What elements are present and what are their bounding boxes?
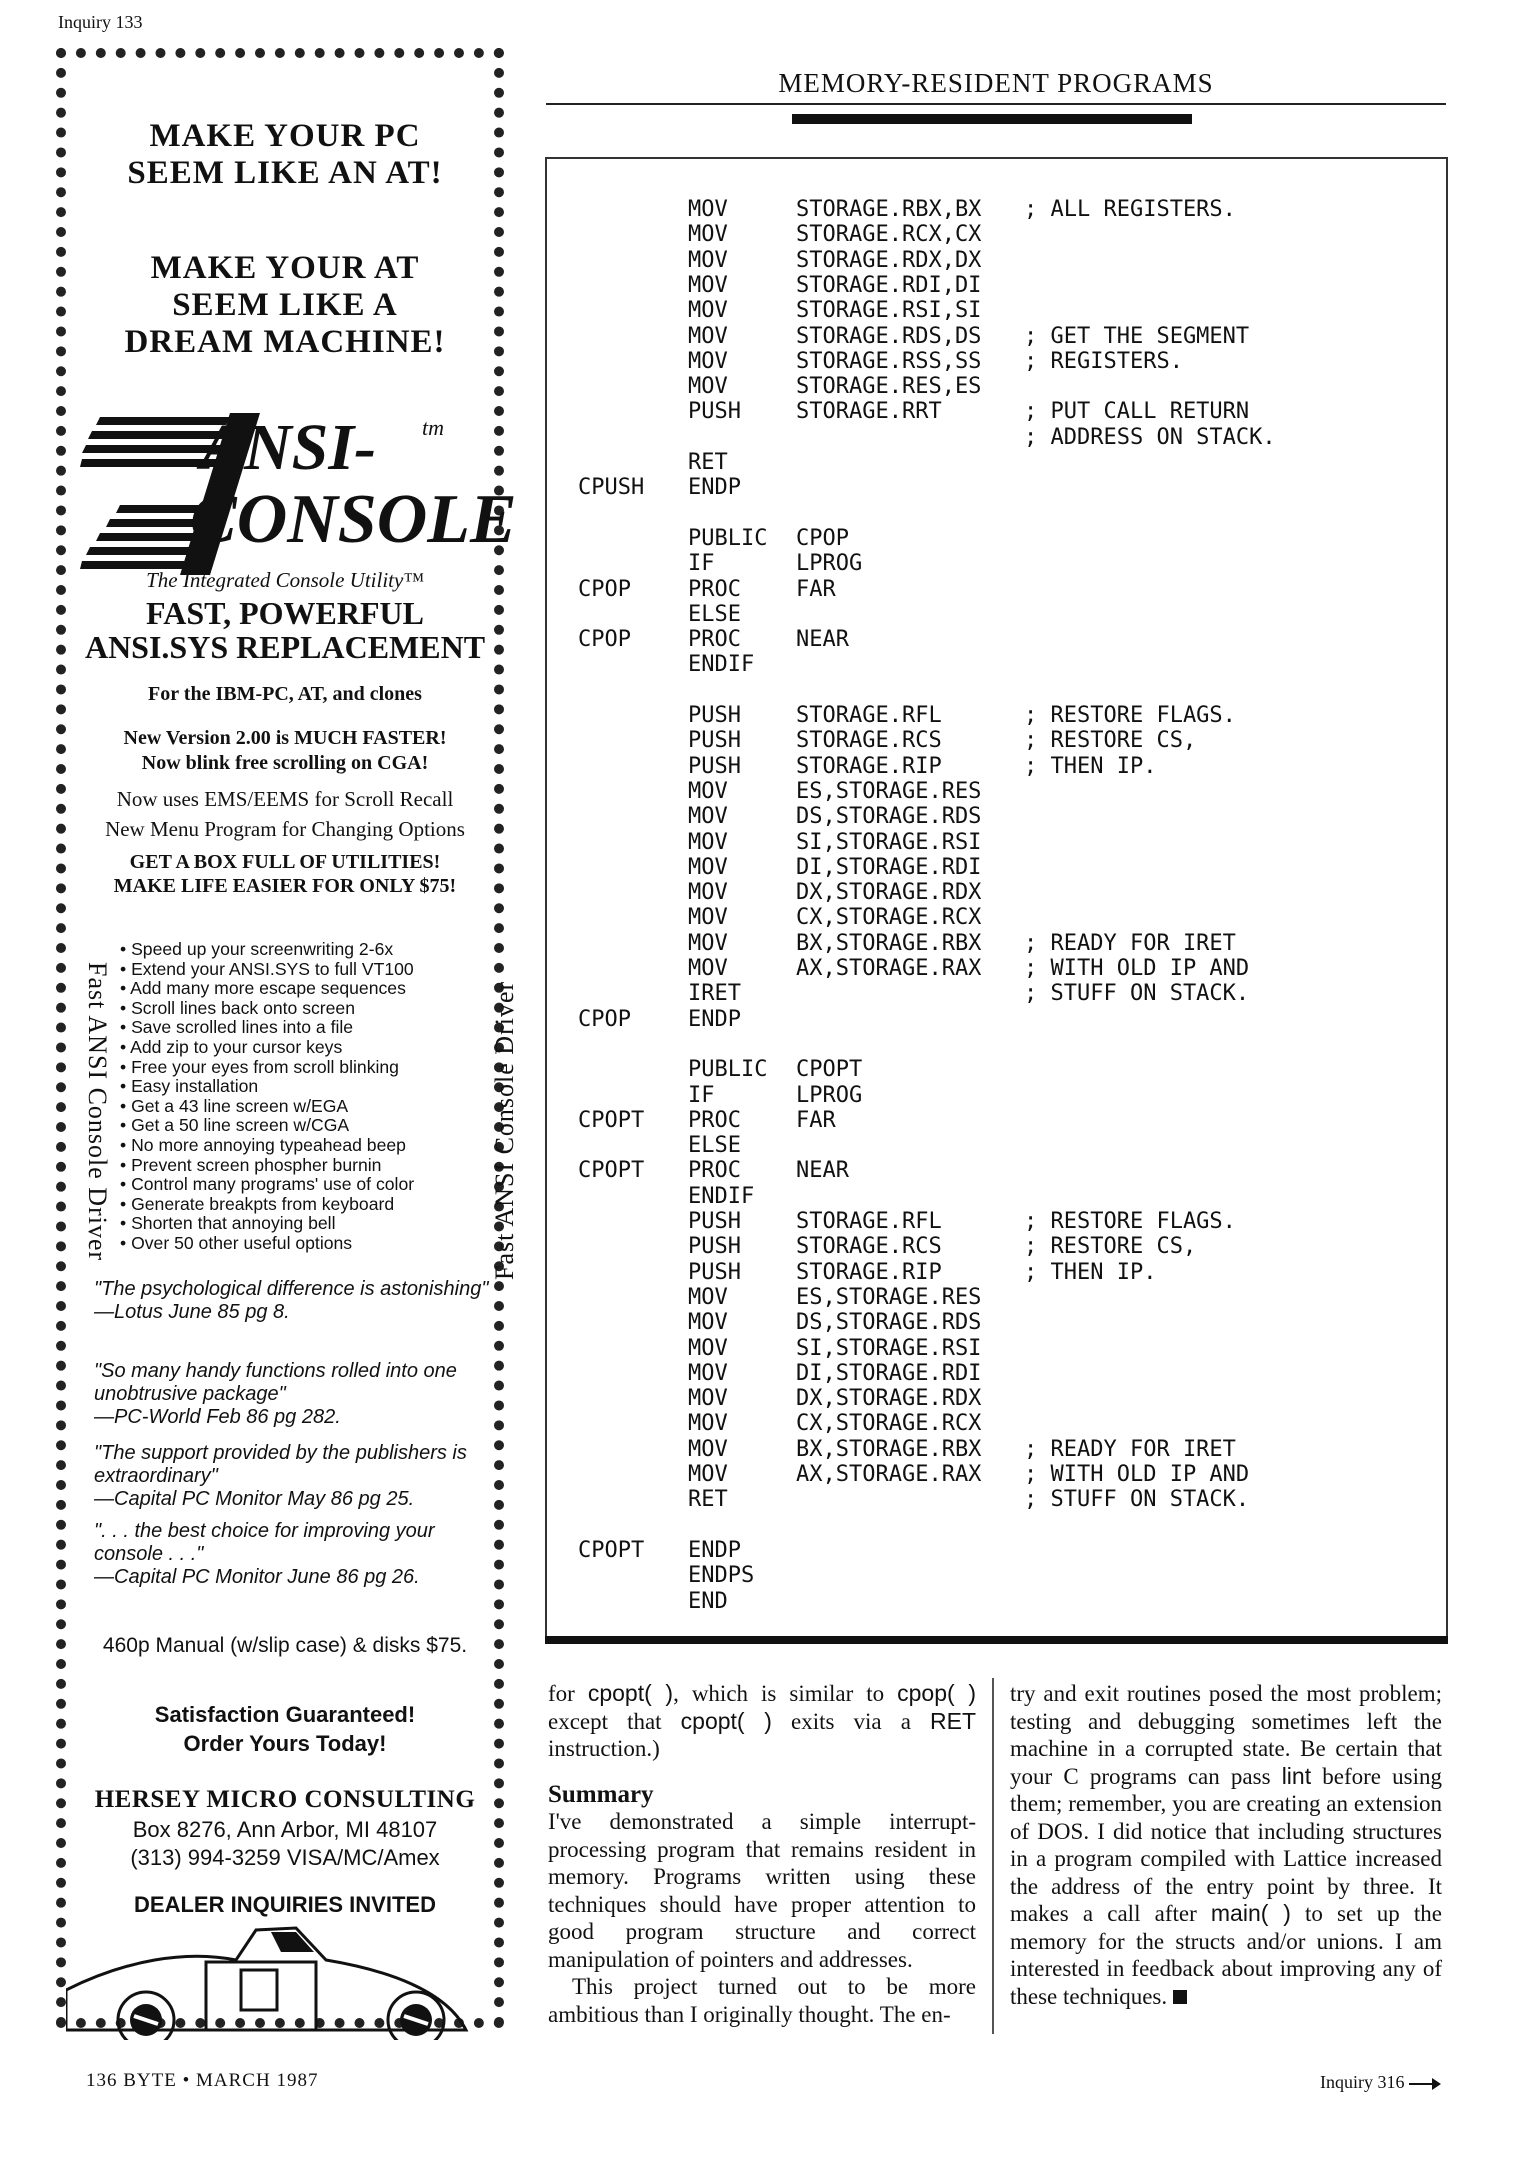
ad-feature-item: • Generate breakpts from keyboard: [120, 1195, 490, 1215]
ad-company-name: HERSEY MICRO CONSULTING: [94, 1786, 476, 1813]
quote-source: —PC-World Feb 86 pg 282.: [94, 1406, 341, 1428]
ad-version-line: Now blink free scrolling on CGA!: [141, 752, 429, 774]
code-operand: DX,STORAGE.RDX: [796, 1386, 982, 1412]
code-operand: DI,STORAGE.RDI: [796, 854, 982, 880]
section-title-bar: [792, 114, 1192, 124]
ad-feature-item: • Save scrolled lines into a file: [120, 1018, 490, 1038]
code-opcode: MOV: [688, 1436, 728, 1462]
text-span: exits via a: [771, 1708, 930, 1734]
text-span: before using them; remember, you are creating an extension of DOS. I did notice that including structures in a program compiled with Lattice increased the address of the entry point by three. It makes a call after: [1010, 1763, 1442, 1926]
code-opcode: PROC: [688, 627, 741, 653]
ad-subhead-line: FAST, POWERFUL: [146, 595, 424, 631]
text-span: try and exit routines posed the most problem; testing and debugging sometimes left the machine in a corrupted state. Be certain that your C programs can pass: [1010, 1681, 1442, 1789]
code-operand: STORAGE.RFL: [796, 1209, 942, 1234]
ad-feature-item: • Get a 50 line screen w/CGA: [120, 1116, 490, 1136]
code-opcode: MOV: [688, 323, 728, 349]
code-operand: STORAGE.RDX,DX: [796, 247, 982, 273]
ad-ems-line: Now uses EMS/EEMS for Scroll Recall: [116, 787, 454, 811]
ad-side-text-right: Fast ANSI Console Driver: [490, 980, 519, 1280]
quote-text: "The psychological difference is astonishing": [94, 1278, 489, 1300]
ad-version-line: New Version 2.00 is MUCH FASTER!: [123, 727, 447, 749]
ad-feature-item: • Over 50 other useful options: [120, 1234, 490, 1254]
code-opcode: ENDP: [688, 1006, 741, 1032]
text-span: to set up the memory for the structs and/or unions. I am interested in feedback about improving any of these techniques.: [1010, 1901, 1442, 2009]
ad-version: [80, 726, 490, 776]
code-inline: cpopt( ): [587, 1680, 674, 1706]
code-comment: ; WITH OLD IP AND: [1024, 956, 1250, 981]
code-operand: DX,STORAGE.RDX: [796, 880, 982, 906]
ad-quote: [94, 1360, 494, 1429]
code-operand: STORAGE.RSS,SS: [796, 348, 982, 374]
code-comment: ; WITH OLD IP AND: [1024, 1462, 1250, 1487]
code-opcode: ELSE: [688, 1133, 741, 1159]
code-label: CPOPT: [578, 1537, 645, 1563]
column-rule: [992, 1678, 994, 2034]
code-operand: STORAGE.RES,ES: [796, 374, 982, 400]
ad-ems: [80, 784, 490, 844]
code-operand: BX,STORAGE.RBX: [796, 1436, 982, 1462]
ad-feature-item: • No more annoying typeahead beep: [120, 1136, 490, 1156]
code-opcode: MOV: [688, 1310, 728, 1336]
code-opcode: ENDIF: [688, 652, 755, 678]
code-opcode: MOV: [688, 956, 728, 981]
code-operand: DS,STORAGE.RDS: [796, 804, 982, 830]
code-operand: STORAGE.RCX,CX: [796, 222, 982, 248]
ad-feature-item: • Add zip to your cursor keys: [120, 1038, 490, 1058]
ad-headline-1-line: SEEM LIKE AN AT!: [127, 155, 443, 191]
code-inline: cpop( ): [897, 1680, 976, 1706]
code-opcode: RET: [688, 450, 728, 475]
ad-guarantee-line: Satisfaction Guaranteed!: [154, 1702, 416, 1727]
code-comment: ; STUFF ON STACK.: [1024, 981, 1250, 1007]
ad-subhead-line: ANSI.SYS REPLACEMENT: [84, 629, 486, 665]
code-opcode: PROC: [688, 1158, 741, 1184]
ad-box-offer-line: GET A BOX FULL OF UTILITIES!: [129, 851, 441, 873]
code-inline: RET: [930, 1707, 976, 1734]
ad-feature-list: [120, 940, 490, 1254]
code-operand: FAR: [796, 1107, 836, 1133]
section-title-rule: [546, 103, 1446, 105]
code-comment: ; RESTORE FLAGS.: [1024, 1209, 1236, 1234]
ad-quote: [94, 1442, 494, 1511]
code-inline: lint: [1281, 1762, 1312, 1789]
end-of-article-mark: [1173, 1990, 1187, 2004]
code-opcode: ENDP: [688, 475, 741, 501]
section-title: MEMORY-RESIDENT PROGRAMS: [778, 68, 1214, 98]
ad-headline-1-line: MAKE YOUR PC: [149, 118, 421, 154]
ad-feature-item: • Speed up your screenwriting 2-6x: [120, 940, 490, 960]
code-opcode: PUSH: [688, 399, 741, 425]
code-operand: CX,STORAGE.RCX: [796, 1411, 982, 1437]
ad-dealer: DEALER INQUIRIES INVITED: [134, 1892, 436, 1917]
code-operand: ES,STORAGE.RES: [796, 1284, 982, 1310]
code-operand: CX,STORAGE.RCX: [796, 905, 982, 931]
code-opcode: PUBLIC: [688, 1057, 768, 1083]
code-opcode: MOV: [688, 1360, 728, 1386]
code-listing-bottom-bar: [545, 1636, 1448, 1644]
code-opcode: MOV: [688, 854, 728, 880]
ad-quote: [94, 1278, 494, 1324]
code-opcode: PUSH: [688, 1234, 741, 1260]
code-operand: DS,STORAGE.RDS: [796, 1310, 982, 1336]
ad-clones: For the IBM-PC, AT, and clones: [148, 683, 422, 705]
ad-headline-1: [80, 118, 490, 192]
code-inline: cpopt( ): [680, 1707, 772, 1734]
code-operand: STORAGE.RBX,BX: [796, 197, 982, 222]
code-opcode: ENDP: [688, 1537, 741, 1563]
code-comment: ; REGISTERS.: [1024, 348, 1183, 374]
code-opcode: ELSE: [688, 601, 741, 627]
code-operand: FAR: [796, 576, 836, 602]
ad-ems-line: New Menu Program for Changing Options: [105, 817, 465, 841]
ad-box-offer: [80, 850, 490, 898]
ad-address-line: Box 8276, Ann Arbor, MI 48107: [132, 1817, 438, 1842]
ad-headline-2-line: SEEM LIKE A: [172, 287, 398, 323]
code-operand: STORAGE.RFL: [796, 703, 942, 728]
article-column-2: [1010, 1680, 1442, 2010]
code-opcode: MOV: [688, 272, 728, 298]
code-opcode: RET: [688, 1487, 728, 1513]
code-opcode: MOV: [688, 1411, 728, 1437]
ad-manual-price: 460p Manual (w/slip case) & disks $75.: [102, 1634, 468, 1657]
ad-feature-item: • Get a 43 line screen w/EGA: [120, 1097, 490, 1117]
code-opcode: MOV: [688, 348, 728, 374]
code-operand: STORAGE.RDI,DI: [796, 272, 982, 298]
summary-paragraph-1: I've demonstrated a simple interrupt-processing program that remains resident in memory. Programs written using these techniques should have proper attention to good program structure and correct manipulation of pointers and addresses.: [548, 1809, 976, 1972]
logo-trademark: tm: [422, 415, 444, 440]
code-opcode: PUSH: [688, 703, 741, 728]
code-operand: STORAGE.RDS,DS: [796, 323, 982, 349]
code-comment: ; RESTORE CS,: [1024, 1234, 1197, 1260]
ad-guarantee: [80, 1700, 490, 1758]
code-opcode: MOV: [688, 829, 728, 855]
ad-feature-item: • Shorten that annoying bell: [120, 1214, 490, 1234]
code-opcode: PROC: [688, 576, 741, 602]
code-operand: SI,STORAGE.RSI: [796, 829, 982, 855]
code-opcode: ENDPS: [688, 1563, 755, 1589]
code-opcode: END: [688, 1588, 728, 1614]
code-opcode: MOV: [688, 197, 728, 222]
code-label: CPOP: [578, 1006, 631, 1032]
code-operand: STORAGE.RSI,SI: [796, 298, 982, 324]
code-comment: ; THEN IP.: [1024, 753, 1157, 779]
text-span: for: [548, 1681, 588, 1706]
code-operand: CPOPT: [796, 1057, 863, 1083]
code-opcode: MOV: [688, 778, 728, 804]
ad-headline-2-line: MAKE YOUR AT: [150, 250, 420, 286]
top-inquiry-label: Inquiry 133: [58, 12, 143, 32]
ad-headline-2: [80, 250, 490, 361]
code-comment: ; GET THE SEGMENT: [1024, 323, 1250, 349]
ad-feature-item: • Prevent screen phospher burnin: [120, 1156, 490, 1176]
code-opcode: PUBLIC: [688, 525, 768, 551]
code-opcode: IRET: [688, 981, 741, 1007]
code-opcode: IF: [688, 551, 715, 577]
code-opcode: MOV: [688, 247, 728, 273]
ad-feature-item: • Extend your ANSI.SYS to full VT100: [120, 960, 490, 980]
code-inline: main( ): [1210, 1900, 1291, 1926]
ad-guarantee-line: Order Yours Today!: [183, 1731, 387, 1756]
code-opcode: IF: [688, 1082, 715, 1108]
code-opcode: PUSH: [688, 1209, 741, 1234]
ad-subhead: [80, 596, 490, 664]
arrow-right-icon: [1409, 2083, 1439, 2085]
quote-text: ". . . the best choice for improving your console . . .": [94, 1520, 435, 1565]
ad-headline-2-line: DREAM MACHINE!: [124, 324, 446, 360]
code-opcode: PUSH: [688, 1259, 741, 1285]
ad-address: [80, 1816, 490, 1872]
code-comment: ; RESTORE CS,: [1024, 728, 1197, 754]
code-opcode: PROC: [688, 1107, 741, 1133]
quote-source: —Capital PC Monitor June 86 pg 26.: [94, 1566, 420, 1588]
code-label: CPOPT: [578, 1158, 645, 1184]
code-listing-box: [545, 157, 1448, 1641]
code-opcode: MOV: [688, 930, 728, 956]
ad-feature-item: • Add many more escape sequences: [120, 979, 490, 999]
code-operand: STORAGE.RCS: [796, 1234, 942, 1260]
race-car-illustration: [66, 1920, 486, 2040]
code-opcode: MOV: [688, 374, 728, 400]
code-comment: ; STUFF ON STACK.: [1024, 1487, 1250, 1513]
intro-paragraph: [548, 1680, 976, 1763]
code-opcode: MOV: [688, 1462, 728, 1487]
footer-inquiry-label: Inquiry 316: [1320, 2072, 1405, 2092]
code-operand: AX,STORAGE.RAX: [796, 1462, 982, 1487]
code-operand: STORAGE.RCS: [796, 728, 942, 754]
code-operand: DI,STORAGE.RDI: [796, 1360, 982, 1386]
code-operand: STORAGE.RRT: [796, 399, 942, 425]
code-operand: BX,STORAGE.RBX: [796, 930, 982, 956]
code-opcode: MOV: [688, 298, 728, 324]
text-span: , which is similar to: [673, 1681, 898, 1706]
code-opcode: MOV: [688, 880, 728, 906]
code-opcode: MOV: [688, 222, 728, 248]
code-comment: ; ALL REGISTERS.: [1024, 197, 1236, 222]
code-operand: SI,STORAGE.RSI: [796, 1335, 982, 1361]
code-comment: ; RESTORE FLAGS.: [1024, 703, 1236, 728]
code-operand: LPROG: [796, 1082, 863, 1108]
text-span: except that: [548, 1708, 681, 1734]
code-comment: ; PUT CALL RETURN: [1024, 399, 1250, 425]
ad-box-offer-line: MAKE LIFE EASIER FOR ONLY $75!: [113, 875, 457, 897]
code-opcode: PUSH: [688, 753, 741, 779]
ad-tagline: The Integrated Console Utility™: [146, 568, 424, 592]
code-comment: ; READY FOR IRET: [1024, 930, 1236, 956]
code-opcode: PUSH: [688, 728, 741, 754]
code-label: CPOPT: [578, 1107, 645, 1133]
ad-quote: [94, 1520, 494, 1589]
ad-feature-item: • Easy installation: [120, 1077, 490, 1097]
code-opcode: MOV: [688, 1284, 728, 1310]
footer-page-info: 136 BYTE • MARCH 1987: [86, 2070, 319, 2091]
code-operand: NEAR: [796, 627, 849, 653]
quote-source: —Lotus June 85 pg 8.: [94, 1301, 290, 1323]
logo-ansi-text: ANSI-: [200, 411, 377, 484]
code-label: CPOP: [578, 627, 631, 653]
summary-heading: Summary: [548, 1780, 654, 1808]
ad-feature-item: • Free your eyes from scroll blinking: [120, 1058, 490, 1078]
summary-paragraph-2: This project turned out to be more ambitious than I originally thought. The en-: [548, 1974, 976, 2027]
quote-source: —Capital PC Monitor May 86 pg 25.: [94, 1488, 415, 1510]
logo-console-text: CONSOLE: [190, 481, 517, 558]
code-opcode: MOV: [688, 1386, 728, 1412]
ad-feature-item: • Control many programs' use of color: [120, 1175, 490, 1195]
code-operand: AX,STORAGE.RAX: [796, 956, 982, 981]
article-column-1: [548, 1680, 976, 2028]
code-opcode: MOV: [688, 1335, 728, 1361]
code-comment: ; THEN IP.: [1024, 1259, 1157, 1285]
code-opcode: MOV: [688, 905, 728, 931]
ad-feature-item: • Scroll lines back onto screen: [120, 999, 490, 1019]
code-comment: ; READY FOR IRET: [1024, 1436, 1236, 1462]
footer-inquiry: [1320, 2072, 1439, 2093]
quote-text: "The support provided by the publishers is extraordinary": [94, 1442, 467, 1487]
quote-text: "So many handy functions rolled into one unobtrusive package": [94, 1360, 457, 1405]
text-span: instruction.): [548, 1736, 660, 1761]
code-label: CPUSH: [578, 475, 645, 501]
code-operand: LPROG: [796, 551, 863, 577]
code-opcode: ENDIF: [688, 1183, 755, 1209]
code-operand: ES,STORAGE.RES: [796, 778, 982, 804]
code-operand: STORAGE.RIP: [796, 1259, 942, 1285]
code-operand: STORAGE.RIP: [796, 753, 942, 779]
code-operand: NEAR: [796, 1158, 849, 1184]
code-operand: CPOP: [796, 525, 849, 551]
code-label: CPOP: [578, 576, 631, 602]
ad-address-line: (313) 994-3259 VISA/MC/Amex: [130, 1845, 440, 1870]
ad-side-text-left: Fast ANSI Console Driver: [83, 962, 112, 1262]
code-comment: ; ADDRESS ON STACK.: [1024, 424, 1276, 450]
code-opcode: MOV: [688, 804, 728, 830]
